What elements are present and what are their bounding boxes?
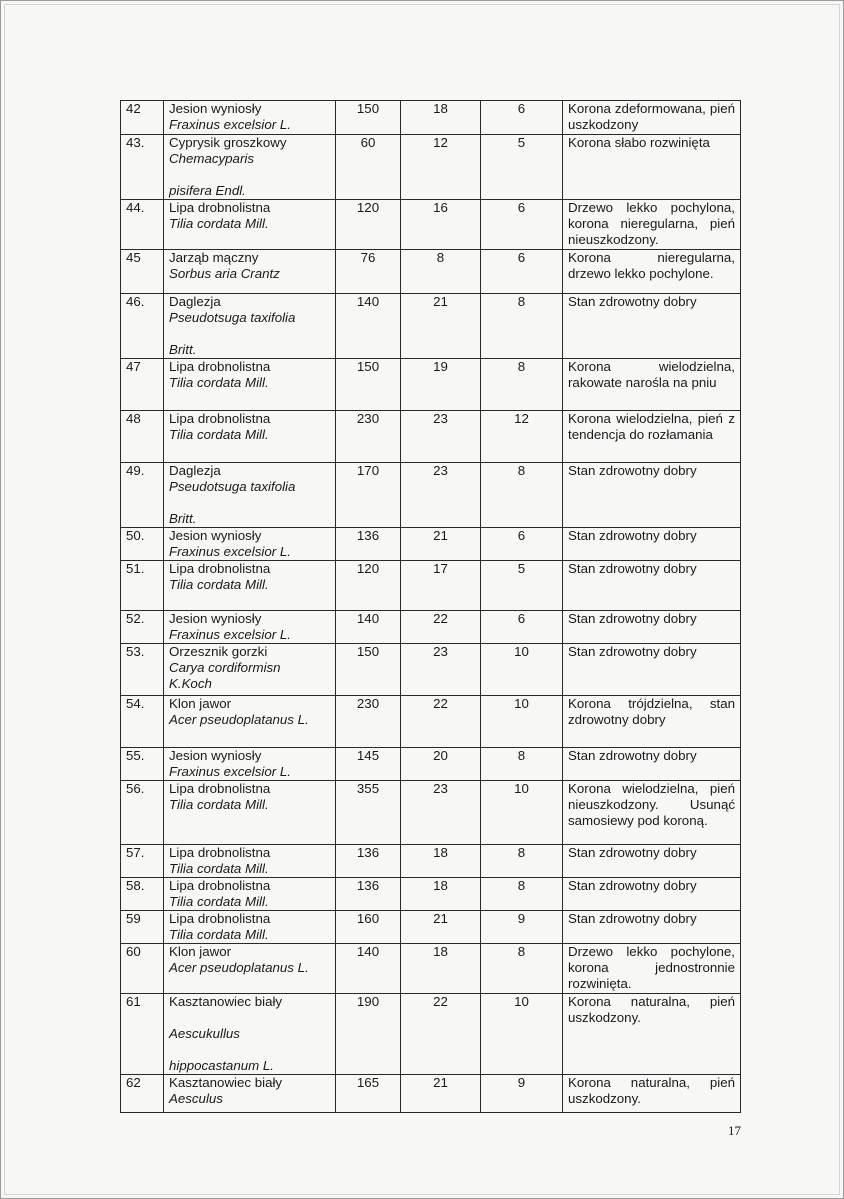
crown-diameter-cell: 6 [481,101,563,135]
species-latin-name: K.Koch [169,676,212,691]
trunk-circumference-cell: 120 [336,200,401,250]
height-cell: 22 [401,611,481,644]
species-latin-name: Aescukullus [169,1026,240,1041]
condition-note-cell: Korona nieregularna, drzewo lekko pochylone. [563,250,741,294]
trunk-circumference-cell: 140 [336,944,401,994]
species-polish-name: Lipa drobnolistna [169,781,271,796]
row-number-cell: 53. [121,644,164,696]
condition-note-cell: Korona zdeformowana, pień uszkodzony [563,101,741,135]
species-latin-name: Tilia cordata Mill. [169,861,269,876]
row-number-cell: 61 [121,994,164,1075]
species-latin-name: Tilia cordata Mill. [169,427,269,442]
species-latin-name: Chemacyparis [169,151,254,166]
table-body [121,101,741,1113]
species-latin-name: Acer pseudoplatanus L. [169,712,309,727]
condition-note-cell: Stan zdrowotny dobry [563,294,741,359]
table-row [121,944,741,994]
species-latin-name: Tilia cordata Mill. [169,577,269,592]
species-name-cell [164,135,336,200]
species-name-cell [164,845,336,878]
height-cell: 18 [401,845,481,878]
species-name-cell [164,781,336,845]
row-number-cell: 56. [121,781,164,845]
height-cell: 23 [401,411,481,463]
trunk-circumference-cell: 160 [336,911,401,944]
condition-note-cell: Stan zdrowotny dobry [563,878,741,911]
page-number: 17 [728,1123,741,1138]
crown-diameter-cell: 10 [481,994,563,1075]
trunk-circumference-cell: 60 [336,135,401,200]
trunk-circumference-cell: 170 [336,463,401,528]
condition-note-cell: Stan zdrowotny dobry [563,561,741,611]
species-polish-name: Orzesznik gorzki [169,644,268,659]
species-polish-name: Jarząb mączny [169,250,259,265]
species-name-cell [164,359,336,411]
crown-diameter-cell: 8 [481,359,563,411]
row-number-cell: 62 [121,1075,164,1113]
species-polish-name: Jesion wyniosły [169,748,262,763]
condition-note-cell: Korona wielodzielna, pień z tendencja do rozłamania [563,411,741,463]
species-name-cell [164,200,336,250]
crown-diameter-cell: 10 [481,781,563,845]
condition-note-cell: Stan zdrowotny dobry [563,911,741,944]
height-cell: 8 [401,250,481,294]
table-row [121,101,741,135]
crown-diameter-cell: 6 [481,200,563,250]
species-name-cell [164,561,336,611]
table-row [121,781,741,845]
height-cell: 17 [401,561,481,611]
species-name-cell [164,294,336,359]
crown-diameter-cell: 8 [481,748,563,781]
crown-diameter-cell: 9 [481,911,563,944]
height-cell: 21 [401,1075,481,1113]
table-row [121,528,741,561]
crown-diameter-cell: 10 [481,644,563,696]
species-latin-name: Carya cordiformisn [169,660,281,675]
table-row [121,994,741,1075]
species-latin-name: hippocastanum L. [169,1058,274,1073]
row-number-cell: 57. [121,845,164,878]
height-cell: 23 [401,644,481,696]
condition-note-cell: Stan zdrowotny dobry [563,463,741,528]
table-row [121,411,741,463]
condition-note-cell: Stan zdrowotny dobry [563,528,741,561]
height-cell: 22 [401,994,481,1075]
tree-inventory-table [120,100,741,1113]
species-latin-name: Fraxinus excelsior L. [169,627,291,642]
trunk-circumference-cell: 230 [336,696,401,748]
trunk-circumference-cell: 190 [336,994,401,1075]
species-polish-name: Lipa drobnolistna [169,845,271,860]
condition-note-cell: Korona wielodzielna, pień nieuszkodzony. Usunąć samosiewy pod koroną. [563,781,741,845]
trunk-circumference-cell: 136 [336,878,401,911]
species-polish-name: Lipa drobnolistna [169,561,271,576]
species-polish-name: Lipa drobnolistna [169,911,271,926]
species-polish-name: Lipa drobnolistna [169,200,271,215]
species-latin-name: Britt. [169,342,197,357]
table-row [121,1075,741,1113]
condition-note-cell: Korona naturalna, pień uszkodzony. [563,994,741,1075]
species-latin-name: Tilia cordata Mill. [169,375,269,390]
table-row [121,200,741,250]
table-row [121,359,741,411]
crown-diameter-cell: 10 [481,696,563,748]
species-name-cell [164,611,336,644]
species-latin-name: Aesculus [169,1091,223,1106]
table-row [121,911,741,944]
trunk-circumference-cell: 140 [336,294,401,359]
species-latin-name [169,1010,330,1026]
crown-diameter-cell: 5 [481,135,563,200]
height-cell: 19 [401,359,481,411]
species-polish-name: Daglezja [169,463,221,478]
height-cell: 16 [401,200,481,250]
table-row [121,878,741,911]
row-number-cell: 48 [121,411,164,463]
condition-note-cell: Drzewo lekko pochylona, korona nieregularna, pień nieuszkodzony. [563,200,741,250]
species-name-cell [164,944,336,994]
crown-diameter-cell: 6 [481,611,563,644]
row-number-cell: 45 [121,250,164,294]
height-cell: 20 [401,748,481,781]
condition-note-cell: Korona trójdzielna, stan zdrowotny dobry [563,696,741,748]
crown-diameter-cell: 8 [481,944,563,994]
species-name-cell [164,644,336,696]
table-row [121,294,741,359]
species-polish-name: Lipa drobnolistna [169,878,271,893]
species-polish-name: Kasztanowiec biały [169,1075,283,1090]
table-row [121,696,741,748]
species-name-cell [164,101,336,135]
species-polish-name: Daglezja [169,294,221,309]
row-number-cell: 43. [121,135,164,200]
species-polish-name: Lipa drobnolistna [169,359,271,374]
trunk-circumference-cell: 355 [336,781,401,845]
row-number-cell: 50. [121,528,164,561]
height-cell: 22 [401,696,481,748]
species-latin-name: Fraxinus excelsior L. [169,764,291,779]
height-cell: 21 [401,528,481,561]
species-latin-name: Sorbus aria Crantz [169,266,280,281]
condition-note-cell: Korona naturalna, pień uszkodzony. [563,1075,741,1113]
species-polish-name: Jesion wyniosły [169,611,262,626]
species-name-cell [164,463,336,528]
row-number-cell: 51. [121,561,164,611]
table-row [121,611,741,644]
species-latin-name: Pseudotsuga taxifolia [169,479,296,494]
height-cell: 12 [401,135,481,200]
trunk-circumference-cell: 165 [336,1075,401,1113]
species-name-cell [164,748,336,781]
row-number-cell: 60 [121,944,164,994]
species-latin-name: Pseudotsuga taxifolia [169,310,296,325]
row-number-cell: 55. [121,748,164,781]
crown-diameter-cell: 8 [481,878,563,911]
table-row [121,748,741,781]
species-polish-name: Jesion wyniosły [169,528,262,543]
table-row [121,845,741,878]
species-latin-name: Tilia cordata Mill. [169,927,269,942]
height-cell: 18 [401,101,481,135]
species-latin-name: Britt. [169,511,197,526]
condition-note-cell: Korona słabo rozwinięta [563,135,741,200]
height-cell: 18 [401,944,481,994]
trunk-circumference-cell: 150 [336,644,401,696]
species-name-cell [164,696,336,748]
crown-diameter-cell: 12 [481,411,563,463]
trunk-circumference-cell: 145 [336,748,401,781]
table-row [121,561,741,611]
species-latin-name [169,167,330,183]
height-cell: 23 [401,463,481,528]
row-number-cell: 49. [121,463,164,528]
trunk-circumference-cell: 230 [336,411,401,463]
height-cell: 21 [401,911,481,944]
row-number-cell: 46. [121,294,164,359]
condition-note-cell: Stan zdrowotny dobry [563,644,741,696]
crown-diameter-cell: 9 [481,1075,563,1113]
table-row [121,463,741,528]
crown-diameter-cell: 8 [481,463,563,528]
crown-diameter-cell: 6 [481,250,563,294]
species-latin-name: Tilia cordata Mill. [169,216,269,231]
species-polish-name: Kasztanowiec biały [169,994,283,1009]
species-name-cell [164,1075,336,1113]
trunk-circumference-cell: 150 [336,359,401,411]
species-latin-name: Fraxinus excelsior L. [169,117,291,132]
species-latin-name: Tilia cordata Mill. [169,797,269,812]
crown-diameter-cell: 5 [481,561,563,611]
species-latin-name: Fraxinus excelsior L. [169,544,291,559]
height-cell: 21 [401,294,481,359]
species-name-cell [164,411,336,463]
crown-diameter-cell: 8 [481,294,563,359]
species-latin-name [169,1042,330,1058]
condition-note-cell: Drzewo lekko pochylone, korona jednostronnie rozwinięta. [563,944,741,994]
height-cell: 23 [401,781,481,845]
species-name-cell [164,250,336,294]
table-row [121,135,741,200]
row-number-cell: 54. [121,696,164,748]
species-name-cell [164,994,336,1075]
species-polish-name: Jesion wyniosły [169,101,262,116]
species-name-cell [164,878,336,911]
table-row [121,250,741,294]
trunk-circumference-cell: 150 [336,101,401,135]
row-number-cell: 58. [121,878,164,911]
row-number-cell: 52. [121,611,164,644]
species-polish-name: Klon jawor [169,696,232,711]
species-name-cell [164,528,336,561]
row-number-cell: 42 [121,101,164,135]
species-polish-name: Cyprysik groszkowy [169,135,287,150]
trunk-circumference-cell: 76 [336,250,401,294]
species-polish-name: Klon jawor [169,944,232,959]
species-polish-name: Lipa drobnolistna [169,411,271,426]
species-latin-name [169,326,330,342]
species-latin-name: pisifera Endl. [169,183,246,198]
species-latin-name: Acer pseudoplatanus L. [169,960,309,975]
height-cell: 18 [401,878,481,911]
species-name-cell [164,911,336,944]
row-number-cell: 59 [121,911,164,944]
condition-note-cell: Stan zdrowotny dobry [563,748,741,781]
table-row [121,644,741,696]
trunk-circumference-cell: 136 [336,528,401,561]
crown-diameter-cell: 8 [481,845,563,878]
trunk-circumference-cell: 140 [336,611,401,644]
trunk-circumference-cell: 120 [336,561,401,611]
condition-note-cell: Stan zdrowotny dobry [563,611,741,644]
condition-note-cell: Korona wielodzielna, rakowate narośla na pniu [563,359,741,411]
species-latin-name: Tilia cordata Mill. [169,894,269,909]
crown-diameter-cell: 6 [481,528,563,561]
condition-note-cell: Stan zdrowotny dobry [563,845,741,878]
row-number-cell: 47 [121,359,164,411]
row-number-cell: 44. [121,200,164,250]
trunk-circumference-cell: 136 [336,845,401,878]
species-latin-name [169,495,330,511]
